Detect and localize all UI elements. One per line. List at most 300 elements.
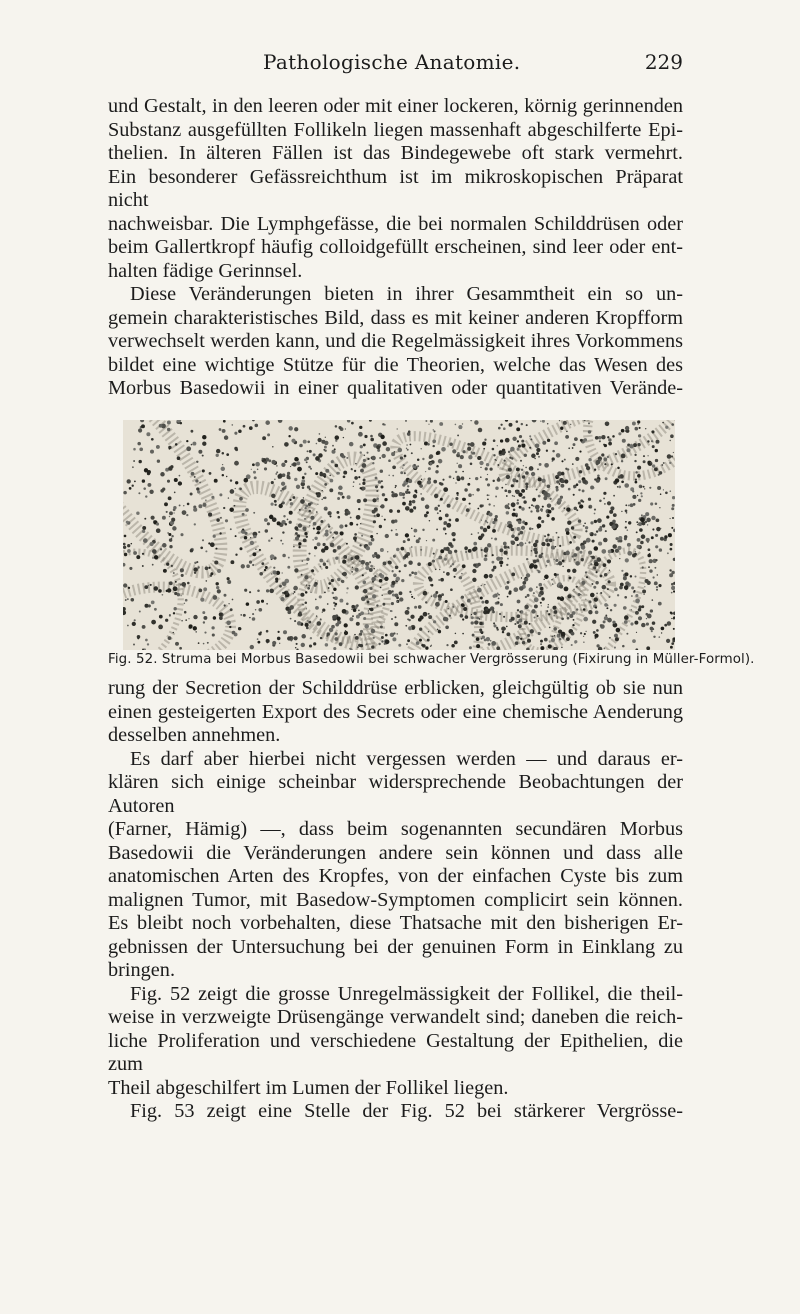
- cell-dot: [526, 558, 528, 560]
- cell-dot: [449, 519, 452, 522]
- cell-dot: [361, 535, 363, 537]
- cell-dot: [480, 526, 483, 529]
- cell-dot: [239, 497, 243, 501]
- cell-dot: [455, 471, 457, 473]
- cell-dot: [391, 618, 393, 620]
- cell-dot: [608, 550, 612, 554]
- cell-dot: [618, 432, 621, 435]
- cell-dot: [425, 646, 428, 649]
- cell-dot: [391, 529, 393, 531]
- cell-dot: [264, 518, 268, 522]
- cell-dot: [341, 580, 344, 583]
- cell-dot: [174, 592, 177, 595]
- cell-dot: [492, 521, 495, 524]
- cell-dot: [152, 557, 154, 559]
- cell-dot: [420, 493, 422, 495]
- cell-dot: [282, 554, 286, 558]
- cell-dot: [396, 529, 397, 530]
- text-line: Morbus Basedowii in einer qualitativen oder quantitativen Verände-: [108, 377, 683, 399]
- cell-dot: [484, 584, 485, 585]
- cell-dot: [225, 519, 228, 522]
- cell-dot: [497, 478, 501, 482]
- cell-dot: [166, 511, 168, 513]
- cell-dot: [612, 621, 615, 624]
- cell-dot: [435, 591, 438, 594]
- cell-dot: [173, 512, 174, 513]
- cell-dot: [267, 433, 270, 436]
- cell-dot: [635, 648, 638, 650]
- cell-dot: [272, 641, 276, 645]
- cell-dot: [531, 470, 532, 471]
- cell-dot: [440, 549, 444, 553]
- cell-dot: [492, 554, 494, 556]
- cell-dot: [380, 469, 383, 472]
- cell-dot: [362, 574, 364, 576]
- cell-dot: [506, 495, 508, 497]
- cell-dot: [635, 576, 637, 578]
- cell-dot: [539, 632, 541, 634]
- cell-dot: [559, 420, 560, 421]
- cell-dot: [178, 481, 182, 485]
- cell-dot: [245, 508, 249, 512]
- cell-dot: [547, 423, 548, 424]
- cell-dot: [277, 474, 282, 479]
- cell-dot: [411, 452, 413, 454]
- cell-dot: [455, 482, 456, 483]
- cell-dot: [419, 639, 422, 642]
- cell-dot: [544, 535, 546, 537]
- cell-dot: [594, 520, 597, 523]
- cell-dot: [673, 452, 674, 453]
- cell-dot: [530, 438, 532, 440]
- cell-dot: [181, 620, 183, 622]
- cell-dot: [487, 494, 489, 496]
- cell-dot: [501, 452, 505, 456]
- cell-dot: [512, 513, 516, 517]
- cell-dot: [561, 460, 563, 462]
- cell-dot: [649, 487, 651, 489]
- cell-dot: [596, 593, 598, 595]
- cell-dot: [582, 479, 586, 483]
- cell-dot: [604, 463, 606, 465]
- cell-dot: [194, 476, 196, 478]
- cell-dot: [152, 564, 154, 566]
- cell-dot: [524, 605, 528, 609]
- cell-dot: [310, 637, 312, 639]
- cell-dot: [243, 425, 246, 428]
- cell-dot: [541, 605, 542, 606]
- cell-dot: [491, 537, 492, 538]
- cell-dot: [296, 461, 300, 465]
- cell-dot: [175, 642, 179, 646]
- cell-dot: [320, 520, 323, 523]
- cell-dot: [662, 422, 663, 423]
- cell-dot: [370, 435, 373, 438]
- cell-dot: [366, 546, 370, 550]
- cell-dot: [467, 599, 471, 603]
- cell-dot: [158, 589, 162, 593]
- cell-dot: [302, 560, 304, 562]
- text-line: desselben annehmen.: [108, 724, 281, 746]
- cell-dot: [519, 611, 521, 613]
- cell-dot: [297, 621, 301, 625]
- cell-dot: [560, 596, 565, 601]
- cell-dot: [541, 479, 545, 483]
- cell-dot: [147, 470, 151, 474]
- cell-dot: [527, 634, 530, 637]
- cell-dot: [500, 565, 502, 567]
- cell-dot: [414, 572, 417, 575]
- cell-dot: [632, 639, 636, 643]
- cell-dot: [380, 548, 384, 552]
- cell-dot: [424, 514, 428, 518]
- cell-dot: [616, 628, 621, 633]
- text-line: anatomischen Arten des Kropfes, von der einfachen Cyste bis zum: [108, 865, 683, 887]
- cell-dot: [641, 605, 644, 608]
- cell-dot: [439, 422, 443, 426]
- cell-dot: [492, 480, 494, 482]
- cell-dot: [197, 490, 200, 493]
- cell-dot: [421, 497, 425, 501]
- cell-dot: [586, 466, 590, 470]
- cell-dot: [615, 637, 619, 641]
- cell-dot: [569, 576, 572, 579]
- cell-dot: [614, 587, 618, 591]
- cell-dot: [571, 632, 575, 636]
- cell-dot: [250, 541, 254, 545]
- cell-dot: [282, 531, 284, 533]
- cell-dot: [294, 591, 296, 593]
- cell-dot: [304, 458, 307, 461]
- cell-dot: [655, 503, 658, 506]
- cell-dot: [533, 543, 537, 547]
- cell-dot: [414, 535, 416, 537]
- cell-dot: [661, 632, 662, 633]
- cell-dot: [296, 649, 298, 650]
- cell-dot: [463, 450, 466, 453]
- cell-dot: [652, 628, 654, 630]
- cell-dot: [235, 481, 238, 484]
- cell-dot: [618, 536, 622, 540]
- cell-dot: [307, 620, 309, 622]
- cell-dot: [438, 459, 443, 464]
- cell-dot: [401, 579, 404, 582]
- cell-dot: [638, 499, 641, 502]
- cell-dot: [566, 551, 570, 555]
- cell-dot: [271, 537, 273, 539]
- cell-dot: [635, 611, 639, 615]
- cell-dot: [377, 449, 380, 452]
- text-line: gebnissen der Untersuchung bei der genuinen Form in Einklang zu: [108, 935, 683, 958]
- cell-dot: [544, 575, 549, 580]
- cell-dot: [641, 623, 645, 627]
- cell-dot: [321, 440, 325, 444]
- cell-dot: [445, 625, 449, 629]
- cell-dot: [238, 429, 242, 433]
- cell-dot: [594, 469, 596, 471]
- cell-dot: [647, 614, 652, 619]
- cell-dot: [391, 570, 393, 572]
- cell-dot: [243, 614, 246, 617]
- cell-dot: [264, 461, 267, 464]
- cell-dot: [530, 629, 534, 633]
- cell-dot: [632, 490, 634, 492]
- cell-dot: [492, 448, 495, 451]
- cell-dot: [480, 504, 483, 507]
- cell-dot: [372, 594, 376, 598]
- cell-dot: [391, 602, 394, 605]
- cell-dot: [573, 619, 575, 621]
- cell-dot: [249, 426, 253, 430]
- cell-dot: [544, 579, 545, 580]
- cell-dot: [169, 615, 170, 616]
- cell-dot: [280, 540, 282, 542]
- cell-dot: [221, 467, 225, 471]
- cell-dot: [656, 440, 660, 444]
- cell-dot: [669, 440, 670, 441]
- cell-dot: [322, 490, 323, 491]
- cell-dot: [605, 422, 610, 427]
- cell-dot: [516, 502, 519, 505]
- cell-dot: [427, 639, 430, 642]
- cell-dot: [468, 493, 472, 497]
- cell-dot: [350, 559, 351, 560]
- cell-dot: [483, 448, 485, 450]
- cell-dot: [259, 572, 263, 576]
- cell-dot: [539, 463, 542, 466]
- cell-dot: [300, 499, 305, 504]
- cell-dot: [604, 603, 608, 607]
- cell-dot: [630, 503, 634, 507]
- cell-dot: [630, 575, 632, 577]
- cell-dot: [363, 443, 366, 446]
- cell-dot: [168, 466, 172, 470]
- cell-dot: [123, 607, 126, 611]
- cell-dot: [511, 535, 515, 539]
- cell-dot: [571, 644, 573, 646]
- cell-dot: [351, 605, 355, 609]
- cell-dot: [171, 535, 173, 537]
- cell-dot: [673, 617, 675, 619]
- cell-dot: [511, 541, 515, 545]
- cell-dot: [266, 639, 270, 643]
- cell-dot: [487, 522, 489, 524]
- cell-dot: [335, 425, 338, 428]
- cell-dot: [455, 424, 457, 426]
- cell-dot: [443, 487, 448, 492]
- cell-dot: [621, 570, 623, 572]
- cell-dot: [441, 593, 444, 596]
- cell-dot: [594, 513, 596, 515]
- cell-dot: [670, 612, 672, 614]
- cell-dot: [585, 631, 586, 632]
- cell-dot: [614, 647, 616, 649]
- cell-dot: [596, 571, 598, 573]
- cell-dot: [234, 447, 237, 450]
- cell-dot: [649, 569, 652, 572]
- text-line: thelien. In älteren Fällen ist das Bindegewebe oft stark vermehrt.: [108, 142, 683, 164]
- cell-dot: [193, 615, 197, 619]
- cell-dot: [145, 639, 148, 642]
- cell-dot: [513, 496, 514, 497]
- cell-dot: [657, 574, 658, 575]
- cell-dot: [659, 471, 662, 474]
- text-line: bildet eine wichtige Stütze für die Theorien, welche das Wesen des: [108, 353, 683, 376]
- cell-dot: [169, 581, 173, 585]
- cell-dot: [365, 562, 369, 566]
- cell-dot: [295, 532, 298, 535]
- cell-dot: [593, 586, 596, 589]
- cell-dot: [559, 483, 561, 485]
- cell-dot: [433, 429, 435, 431]
- cell-dot: [631, 595, 633, 597]
- cell-dot: [467, 447, 471, 451]
- cell-dot: [324, 546, 328, 550]
- cell-dot: [213, 616, 216, 619]
- cell-dot: [175, 443, 178, 446]
- cell-dot: [429, 520, 430, 521]
- cell-dot: [168, 533, 171, 536]
- cell-dot: [324, 483, 327, 486]
- cell-dot: [324, 592, 326, 594]
- cell-dot: [211, 496, 214, 499]
- cell-dot: [359, 483, 361, 485]
- cell-dot: [650, 609, 653, 612]
- cell-dot: [216, 449, 220, 453]
- cell-dot: [621, 454, 626, 459]
- cell-dot: [226, 476, 227, 477]
- cell-dot: [142, 526, 146, 530]
- cell-dot: [642, 589, 646, 593]
- cell-dot: [438, 597, 441, 600]
- cell-dot: [522, 581, 526, 585]
- cell-dot: [551, 636, 553, 638]
- cell-dot: [493, 454, 495, 456]
- cell-dot: [430, 420, 433, 423]
- cell-dot: [200, 546, 203, 549]
- cell-dot: [142, 625, 146, 629]
- cell-dot: [216, 548, 218, 550]
- cell-dot: [388, 561, 392, 565]
- cell-dot: [133, 448, 136, 451]
- cell-dot: [594, 509, 596, 511]
- cell-dot: [479, 458, 481, 460]
- cell-dot: [370, 587, 373, 590]
- cell-dot: [319, 473, 323, 477]
- cell-dot: [268, 539, 270, 541]
- cell-dot: [469, 646, 472, 649]
- cell-dot: [202, 442, 206, 446]
- cell-dot: [222, 464, 223, 465]
- cell-dot: [504, 489, 507, 492]
- cell-dot: [635, 427, 639, 431]
- cell-dot: [259, 549, 261, 551]
- cell-dot: [525, 596, 527, 598]
- cell-dot: [123, 546, 126, 549]
- cell-dot: [500, 557, 503, 560]
- cell-dot: [548, 510, 552, 514]
- cell-dot: [151, 516, 155, 520]
- cell-dot: [231, 424, 233, 426]
- cell-dot: [670, 548, 673, 551]
- cell-dot: [314, 537, 317, 540]
- cell-dot: [471, 451, 472, 452]
- cell-dot: [596, 644, 599, 647]
- cell-dot: [290, 639, 292, 641]
- cell-dot: [594, 562, 599, 567]
- cell-dot: [163, 569, 167, 573]
- cell-dot: [203, 643, 205, 645]
- cell-dot: [615, 537, 618, 540]
- cell-dot: [392, 465, 396, 469]
- cell-dot: [622, 439, 626, 443]
- text-line: klären sich einige scheinbar widersprechende Beobachtungen der Autoren: [108, 771, 683, 817]
- cell-dot: [567, 594, 571, 598]
- cell-dot: [506, 564, 508, 566]
- cell-dot: [128, 587, 130, 589]
- cell-dot: [241, 564, 245, 568]
- cell-dot: [370, 438, 374, 442]
- cell-dot: [330, 543, 335, 548]
- cell-dot: [554, 610, 558, 614]
- cell-dot: [394, 622, 398, 626]
- cell-dot: [585, 599, 586, 600]
- cell-dot: [659, 548, 662, 551]
- cell-dot: [219, 493, 222, 496]
- cell-dot: [369, 568, 373, 572]
- cell-dot: [223, 507, 225, 509]
- cell-dot: [559, 545, 561, 547]
- cell-dot: [309, 450, 312, 453]
- cell-dot: [436, 528, 438, 530]
- cell-dot: [440, 578, 444, 582]
- cell-dot: [301, 643, 305, 647]
- cell-dot: [650, 462, 652, 464]
- cell-dot: [533, 565, 537, 569]
- cell-dot: [140, 420, 144, 422]
- cell-dot: [167, 428, 170, 431]
- cell-dot: [606, 607, 608, 609]
- cell-dot: [295, 647, 296, 648]
- cell-dot: [190, 493, 193, 496]
- cell-dot: [485, 478, 488, 481]
- cell-dot: [322, 611, 323, 612]
- cell-dot: [641, 495, 643, 497]
- cell-dot: [572, 555, 574, 557]
- cell-dot: [246, 602, 250, 606]
- cell-dot: [271, 573, 272, 574]
- cell-dot: [391, 491, 393, 493]
- cell-dot: [588, 422, 590, 424]
- cell-dot: [573, 443, 576, 446]
- cell-dot: [408, 626, 412, 630]
- cell-dot: [338, 486, 343, 491]
- cell-dot: [354, 533, 357, 536]
- cell-dot: [472, 494, 473, 495]
- cell-dot: [461, 573, 462, 574]
- cell-dot: [336, 511, 339, 514]
- cell-dot: [370, 608, 374, 612]
- cell-dot: [651, 440, 653, 442]
- cell-dot: [595, 436, 599, 440]
- cell-dot: [394, 493, 398, 497]
- cell-dot: [167, 532, 168, 533]
- cell-dot: [458, 464, 462, 468]
- cell-dot: [646, 646, 650, 650]
- cell-dot: [493, 622, 495, 624]
- cell-dot: [242, 513, 245, 516]
- cell-dot: [465, 615, 469, 619]
